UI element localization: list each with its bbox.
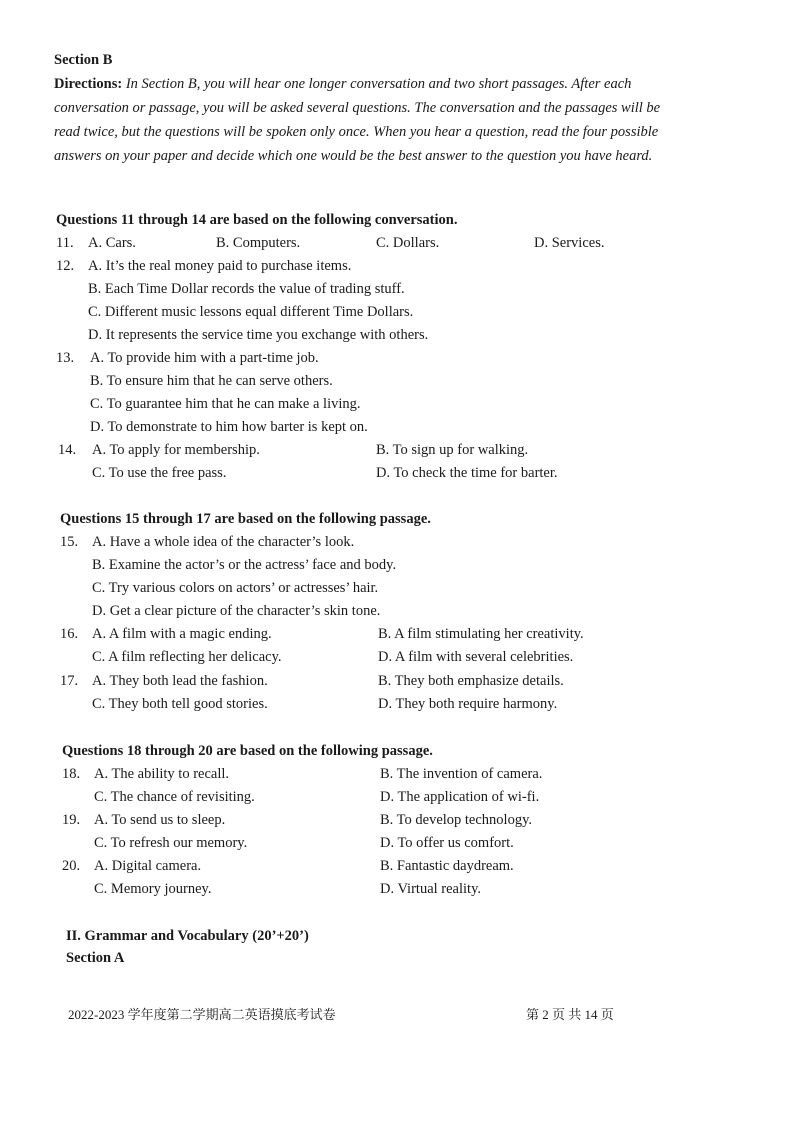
q16-option-b: B. A film stimulating her creativity. xyxy=(378,626,584,642)
q17-option-d: D. They both require harmony. xyxy=(378,696,558,712)
q16-number: 16. xyxy=(60,626,79,642)
q12-option-b: B. Each Time Dollar records the value of trading stuff. xyxy=(88,281,405,297)
q12-option-a: A. It’s the real money paid to purchase items. xyxy=(88,258,352,274)
group3-heading: Questions 18 through 20 are based on the following passage. xyxy=(62,743,433,759)
q12-option-c: C. Different music lessons equal different Time Dollars. xyxy=(88,304,414,320)
q19-option-b: B. To develop technology. xyxy=(380,812,533,828)
q17-option-b: B. They both emphasize details. xyxy=(378,673,564,689)
q11-option-d: D. Services. xyxy=(534,235,605,251)
footer-page-number: 第 2 页 共 14 页 xyxy=(526,1007,614,1022)
q20-number: 20. xyxy=(62,858,81,874)
q12-option-d: D. It represents the service time you exchange with others. xyxy=(88,327,429,343)
q14-option-c: C. To use the free pass. xyxy=(92,465,227,481)
q19-option-c: C. To refresh our memory. xyxy=(94,835,248,851)
q19-option-a: A. To send us to sleep. xyxy=(94,812,226,828)
q19-option-d: D. To offer us comfort. xyxy=(380,835,514,851)
q14-option-b: B. To sign up for walking. xyxy=(376,442,529,458)
q15-option-a: A. Have a whole idea of the character’s look. xyxy=(92,534,355,550)
q17-number: 17. xyxy=(60,673,79,689)
q20-option-a: A. Digital camera. xyxy=(94,858,202,874)
q13-option-c: C. To guarantee him that he can make a living. xyxy=(90,396,361,412)
q16-option-d: D. A film with several celebrities. xyxy=(378,649,574,665)
q13-option-b: B. To ensure him that he can serve others. xyxy=(90,373,333,389)
q11-option-a: A. Cars. xyxy=(88,235,136,251)
q13-option-a: A. To provide him with a part-time job. xyxy=(90,350,319,366)
q15-option-d: D. Get a clear picture of the character’s skin tone. xyxy=(92,603,381,619)
q11-number: 11. xyxy=(56,235,74,251)
part2-section-a: Section A xyxy=(66,950,125,966)
q20-option-d: D. Virtual reality. xyxy=(380,881,482,897)
footer-exam-title: 2022-2023 学年度第二学期高二英语摸底考试卷 xyxy=(68,1007,336,1022)
q18-number: 18. xyxy=(62,766,81,782)
section-b-title: Section B xyxy=(54,52,113,68)
group2-heading: Questions 15 through 17 are based on the following passage. xyxy=(60,511,431,527)
q14-option-a: A. To apply for membership. xyxy=(92,442,260,458)
q20-option-b: B. Fantastic daydream. xyxy=(380,858,514,874)
q17-option-a: A. They both lead the fashion. xyxy=(92,673,268,689)
q18-option-c: C. The chance of revisiting. xyxy=(94,789,255,805)
directions-text: In Section B, you will hear one longer conversation and two short passages. After each conversation or passage, you will be asked several questions. The conversation and the passages will be read twice, but the questions will be spoken only once. When you hear a question, read the four possible answers on your paper and decide which one would be the best answer to the question you have heard. xyxy=(54,76,661,164)
q18-option-a: A. The ability to recall. xyxy=(94,766,230,782)
q17-option-c: C. They both tell good stories. xyxy=(92,696,268,712)
q18-option-b: B. The invention of camera. xyxy=(380,766,543,782)
q16-option-a: A. A film with a magic ending. xyxy=(92,626,272,642)
q11-option-c: C. Dollars. xyxy=(376,235,440,251)
q13-option-d: D. To demonstrate to him how barter is kept on. xyxy=(90,419,368,435)
q18-option-d: D. The application of wi-fi. xyxy=(380,789,540,805)
q11-option-b: B. Computers. xyxy=(216,235,301,251)
q15-option-b: B. Examine the actor’s or the actress’ face and body. xyxy=(92,557,397,573)
q20-option-c: C. Memory journey. xyxy=(94,881,212,897)
part2-title: II. Grammar and Vocabulary (20’+20’) xyxy=(66,928,309,944)
q16-option-c: C. A film reflecting her delicacy. xyxy=(92,649,282,665)
group1-heading: Questions 11 through 14 are based on the following conversation. xyxy=(56,212,458,228)
q14-number: 14. xyxy=(58,442,77,458)
directions-label: Directions: xyxy=(54,76,123,92)
q12-number: 12. xyxy=(56,258,75,274)
q19-number: 19. xyxy=(62,812,81,828)
q15-number: 15. xyxy=(60,534,79,550)
q14-option-d: D. To check the time for barter. xyxy=(376,465,558,481)
q15-option-c: C. Try various colors on actors’ or actresses’ hair. xyxy=(92,580,379,596)
q13-number: 13. xyxy=(56,350,75,366)
directions-block xyxy=(54,72,684,168)
